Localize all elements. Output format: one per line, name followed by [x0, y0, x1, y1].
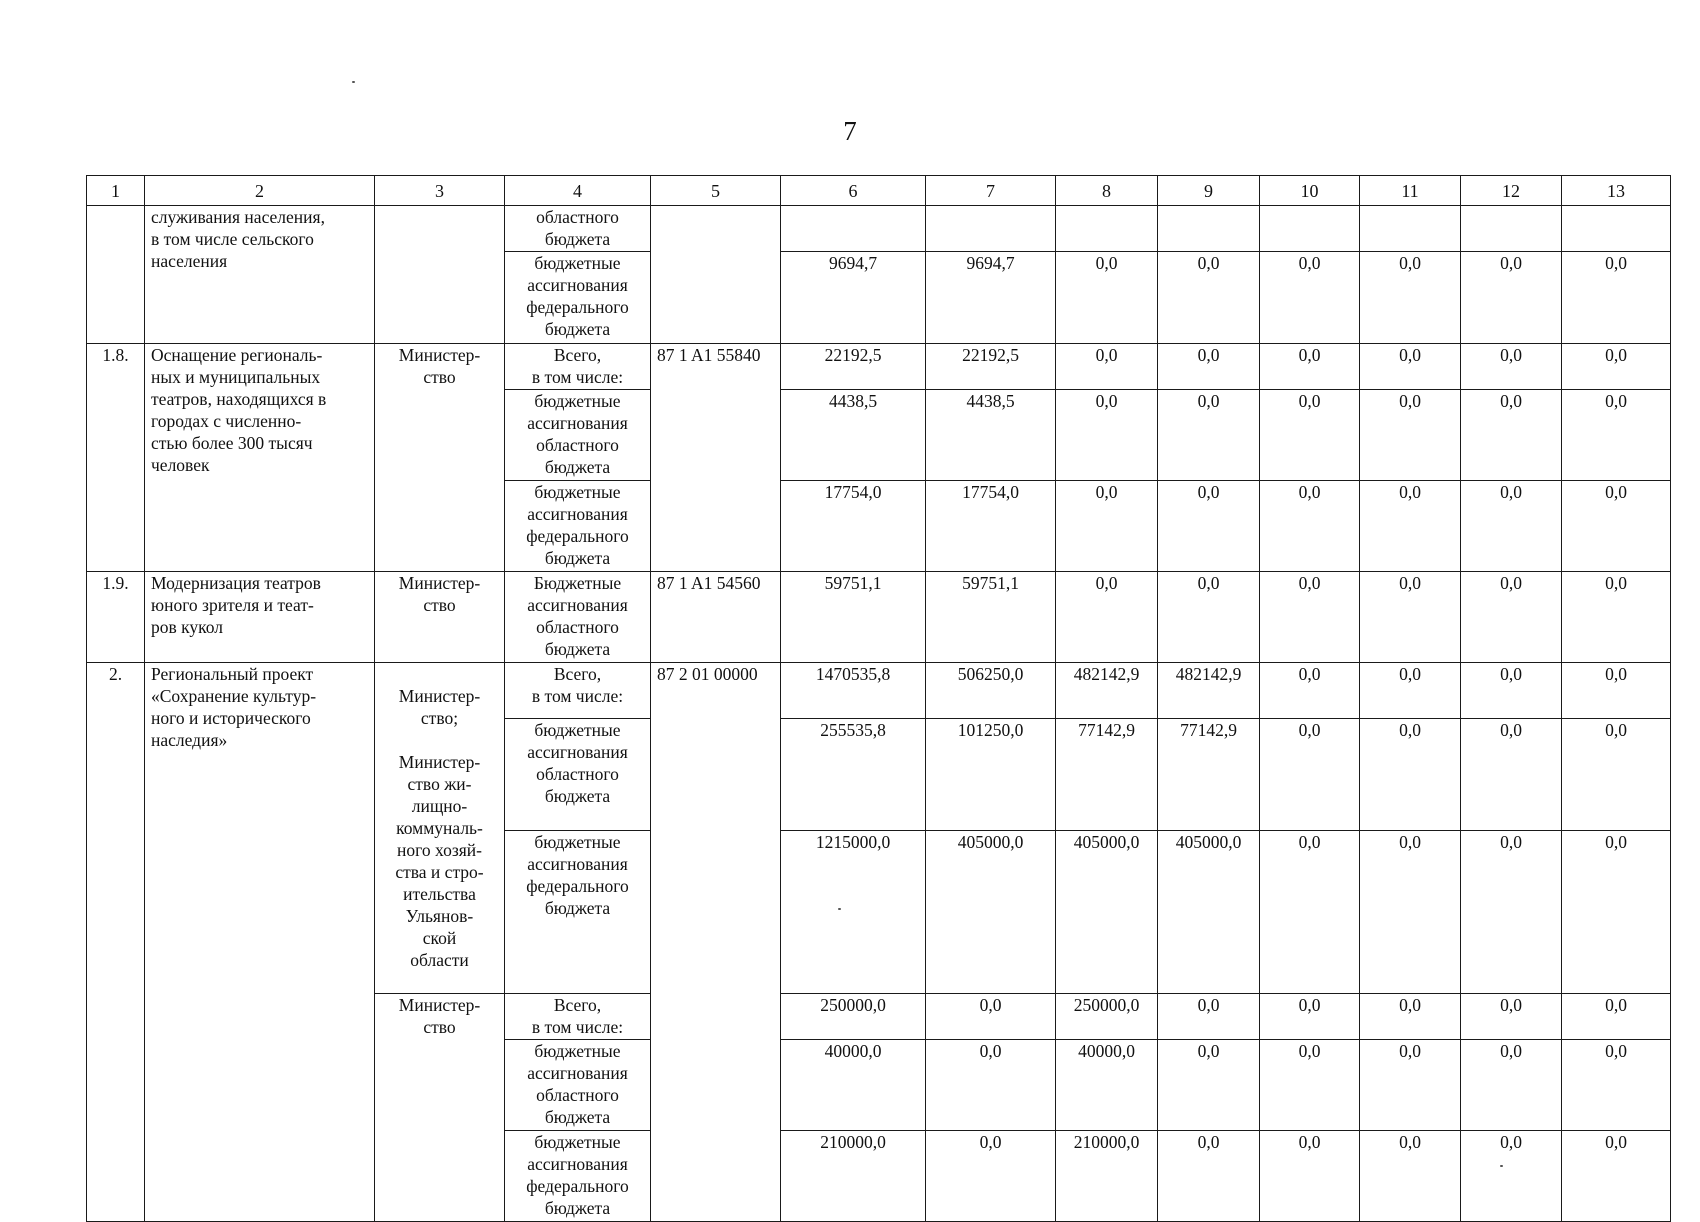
budget-code: 87 1 A1 55840 — [651, 344, 781, 572]
value-cell: 0,0 — [1461, 830, 1562, 993]
value-cell: 0,0 — [1461, 1131, 1562, 1222]
value-cell: 17754,0 — [781, 481, 926, 572]
col-header-8: 8 — [1056, 176, 1158, 206]
value-cell: 0,0 — [1158, 994, 1260, 1040]
value-cell: 0,0 — [1562, 663, 1671, 719]
value-cell: 0,0 — [1360, 663, 1461, 719]
col-header-2: 2 — [145, 176, 375, 206]
item-number: 2. — [87, 663, 145, 1222]
header-row — [87, 176, 1671, 206]
table-row — [87, 663, 1671, 719]
value-cell: 0,0 — [1360, 994, 1461, 1040]
value-cell: 0,0 — [1260, 830, 1360, 993]
value-cell: 210000,0 — [1056, 1131, 1158, 1222]
value-cell: 0,0 — [1260, 663, 1360, 719]
value-cell: 0,0 — [1056, 481, 1158, 572]
funding-source: бюджетные ассигнования федерального бюджета — [505, 830, 651, 993]
value-cell: 0,0 — [1260, 572, 1360, 663]
value-cell: 0,0 — [1360, 572, 1461, 663]
value-cell: 0,0 — [1260, 1131, 1360, 1222]
col-header-4: 4 — [505, 176, 651, 206]
value-cell: 0,0 — [1360, 719, 1461, 831]
funding-source: Всего, в том числе: — [505, 994, 651, 1040]
budget-code — [651, 206, 781, 344]
table-row — [87, 572, 1671, 663]
value-cell: 0,0 — [1260, 344, 1360, 390]
col-header-11: 11 — [1360, 176, 1461, 206]
scan-speck — [352, 81, 355, 83]
executor-ministry-housing: Министер- ство жи- лищно- коммуналь- ного хозяй- ства и стро- ительства Ульянов- ской области — [395, 752, 484, 970]
value-cell: 482142,9 — [1056, 663, 1158, 719]
funding-source: бюджетные ассигнования федерального бюджета — [505, 252, 651, 344]
value-cell: 0,0 — [1461, 1040, 1562, 1131]
budget-table — [86, 175, 1671, 1222]
value-cell: 0,0 — [1260, 390, 1360, 481]
funding-source: бюджетные ассигнования федерального бюджета — [505, 481, 651, 572]
item-executor — [375, 206, 505, 344]
funding-source: бюджетные ассигнования областного бюджета — [505, 1040, 651, 1131]
value-cell: 0,0 — [1461, 719, 1562, 831]
value-cell: 0,0 — [1260, 994, 1360, 1040]
value-cell — [1260, 206, 1360, 252]
scan-speck — [838, 908, 841, 910]
value-cell: 40000,0 — [781, 1040, 926, 1131]
funding-source: Бюджетные ассигнования областного бюджета — [505, 572, 651, 663]
value-cell — [1056, 206, 1158, 252]
table-row — [87, 206, 1671, 252]
value-cell: 405000,0 — [926, 830, 1056, 993]
value-cell: 0,0 — [1461, 252, 1562, 344]
col-header-6: 6 — [781, 176, 926, 206]
value-cell: 0,0 — [1360, 390, 1461, 481]
value-cell: 0,0 — [1562, 481, 1671, 572]
value-cell: 59751,1 — [781, 572, 926, 663]
page-number: 7 — [843, 116, 857, 146]
value-cell: 0,0 — [1360, 344, 1461, 390]
value-cell: 0,0 — [1260, 719, 1360, 831]
value-cell: 250000,0 — [781, 994, 926, 1040]
value-cell: 0,0 — [1461, 481, 1562, 572]
value-cell: 0,0 — [1056, 572, 1158, 663]
value-cell: 0,0 — [1360, 1040, 1461, 1131]
value-cell: 0,0 — [1461, 390, 1562, 481]
value-cell: 77142,9 — [1158, 719, 1260, 831]
value-cell: 0,0 — [1562, 1040, 1671, 1131]
item-name: Модернизация театров юного зрителя и теат- ров кукол — [145, 572, 375, 663]
value-cell: 0,0 — [1461, 663, 1562, 719]
item-name: служивания населения, в том числе сельского населения — [145, 206, 375, 344]
value-cell: 405000,0 — [1158, 830, 1260, 993]
value-cell — [1360, 206, 1461, 252]
table-row — [87, 344, 1671, 390]
value-cell: 0,0 — [1158, 252, 1260, 344]
item-executor — [375, 663, 505, 994]
item-executor: Министер- ство — [375, 572, 505, 663]
scan-speck — [1500, 1165, 1503, 1167]
value-cell: 17754,0 — [926, 481, 1056, 572]
item-number — [87, 206, 145, 344]
value-cell: 0,0 — [1562, 390, 1671, 481]
funding-source: Всего, в том числе: — [505, 663, 651, 719]
value-cell: 255535,8 — [781, 719, 926, 831]
value-cell: 22192,5 — [926, 344, 1056, 390]
value-cell: 210000,0 — [781, 1131, 926, 1222]
value-cell: 0,0 — [1260, 1040, 1360, 1131]
value-cell: 0,0 — [1158, 344, 1260, 390]
value-cell: 1215000,0 — [781, 830, 926, 993]
value-cell: 0,0 — [1360, 481, 1461, 572]
value-cell: 0,0 — [1158, 1040, 1260, 1131]
funding-source: областного бюджета — [505, 206, 651, 252]
value-cell: 0,0 — [1056, 252, 1158, 344]
value-cell: 0,0 — [1360, 830, 1461, 993]
item-number: 1.8. — [87, 344, 145, 572]
budget-code: 87 2 01 00000 — [651, 663, 781, 1222]
col-header-10: 10 — [1260, 176, 1360, 206]
value-cell: 0,0 — [926, 994, 1056, 1040]
value-cell: 0,0 — [1461, 572, 1562, 663]
value-cell: 0,0 — [1056, 390, 1158, 481]
item-name: Региональный проект «Сохранение культур- ного и исторического наследия» — [145, 663, 375, 1222]
value-cell: 0,0 — [1158, 481, 1260, 572]
value-cell: 4438,5 — [781, 390, 926, 481]
funding-source: бюджетные ассигнования федерального бюджета — [505, 1131, 651, 1222]
value-cell: 9694,7 — [781, 252, 926, 344]
value-cell: 0,0 — [926, 1131, 1056, 1222]
col-header-3: 3 — [375, 176, 505, 206]
value-cell: 405000,0 — [1056, 830, 1158, 993]
col-header-12: 12 — [1461, 176, 1562, 206]
col-header-5: 5 — [651, 176, 781, 206]
col-header-7: 7 — [926, 176, 1056, 206]
value-cell: 0,0 — [926, 1040, 1056, 1131]
value-cell: 0,0 — [1360, 1131, 1461, 1222]
value-cell: 0,0 — [1562, 830, 1671, 993]
value-cell: 0,0 — [1260, 481, 1360, 572]
value-cell: 0,0 — [1056, 344, 1158, 390]
value-cell: 9694,7 — [926, 252, 1056, 344]
value-cell: 0,0 — [1461, 994, 1562, 1040]
value-cell: 250000,0 — [1056, 994, 1158, 1040]
value-cell: 0,0 — [1562, 994, 1671, 1040]
value-cell: 0,0 — [1562, 1131, 1671, 1222]
value-cell: 101250,0 — [926, 719, 1056, 831]
col-header-1: 1 — [87, 176, 145, 206]
value-cell: 0,0 — [1461, 344, 1562, 390]
value-cell: 22192,5 — [781, 344, 926, 390]
budget-code: 87 1 A1 54560 — [651, 572, 781, 663]
value-cell: 506250,0 — [926, 663, 1056, 719]
value-cell: 0,0 — [1158, 390, 1260, 481]
value-cell — [1461, 206, 1562, 252]
funding-source: бюджетные ассигнования областного бюджета — [505, 719, 651, 831]
value-cell: 59751,1 — [926, 572, 1056, 663]
funding-source: Всего, в том числе: — [505, 344, 651, 390]
value-cell — [926, 206, 1056, 252]
value-cell: 0,0 — [1158, 1131, 1260, 1222]
value-cell: 4438,5 — [926, 390, 1056, 481]
value-cell: 482142,9 — [1158, 663, 1260, 719]
col-header-13: 13 — [1562, 176, 1671, 206]
value-cell: 1470535,8 — [781, 663, 926, 719]
item-number: 1.9. — [87, 572, 145, 663]
value-cell: 0,0 — [1158, 572, 1260, 663]
value-cell — [1562, 206, 1671, 252]
value-cell — [781, 206, 926, 252]
value-cell: 0,0 — [1360, 252, 1461, 344]
value-cell: 0,0 — [1562, 572, 1671, 663]
item-executor: Министер- ство — [375, 994, 505, 1222]
value-cell: 0,0 — [1562, 344, 1671, 390]
item-name: Оснащение региональ- ных и муниципальных театров, находящихся в городах с численно- стью более 300 тысяч человек — [145, 344, 375, 572]
value-cell — [1158, 206, 1260, 252]
item-executor: Министер- ство — [375, 344, 505, 572]
value-cell: 77142,9 — [1056, 719, 1158, 831]
executor-ministry: Министер- ство; — [398, 686, 481, 728]
funding-source: бюджетные ассигнования областного бюджета — [505, 390, 651, 481]
value-cell: 0,0 — [1260, 252, 1360, 344]
value-cell: 40000,0 — [1056, 1040, 1158, 1131]
col-header-9: 9 — [1158, 176, 1260, 206]
value-cell: 0,0 — [1562, 252, 1671, 344]
value-cell: 0,0 — [1562, 719, 1671, 831]
